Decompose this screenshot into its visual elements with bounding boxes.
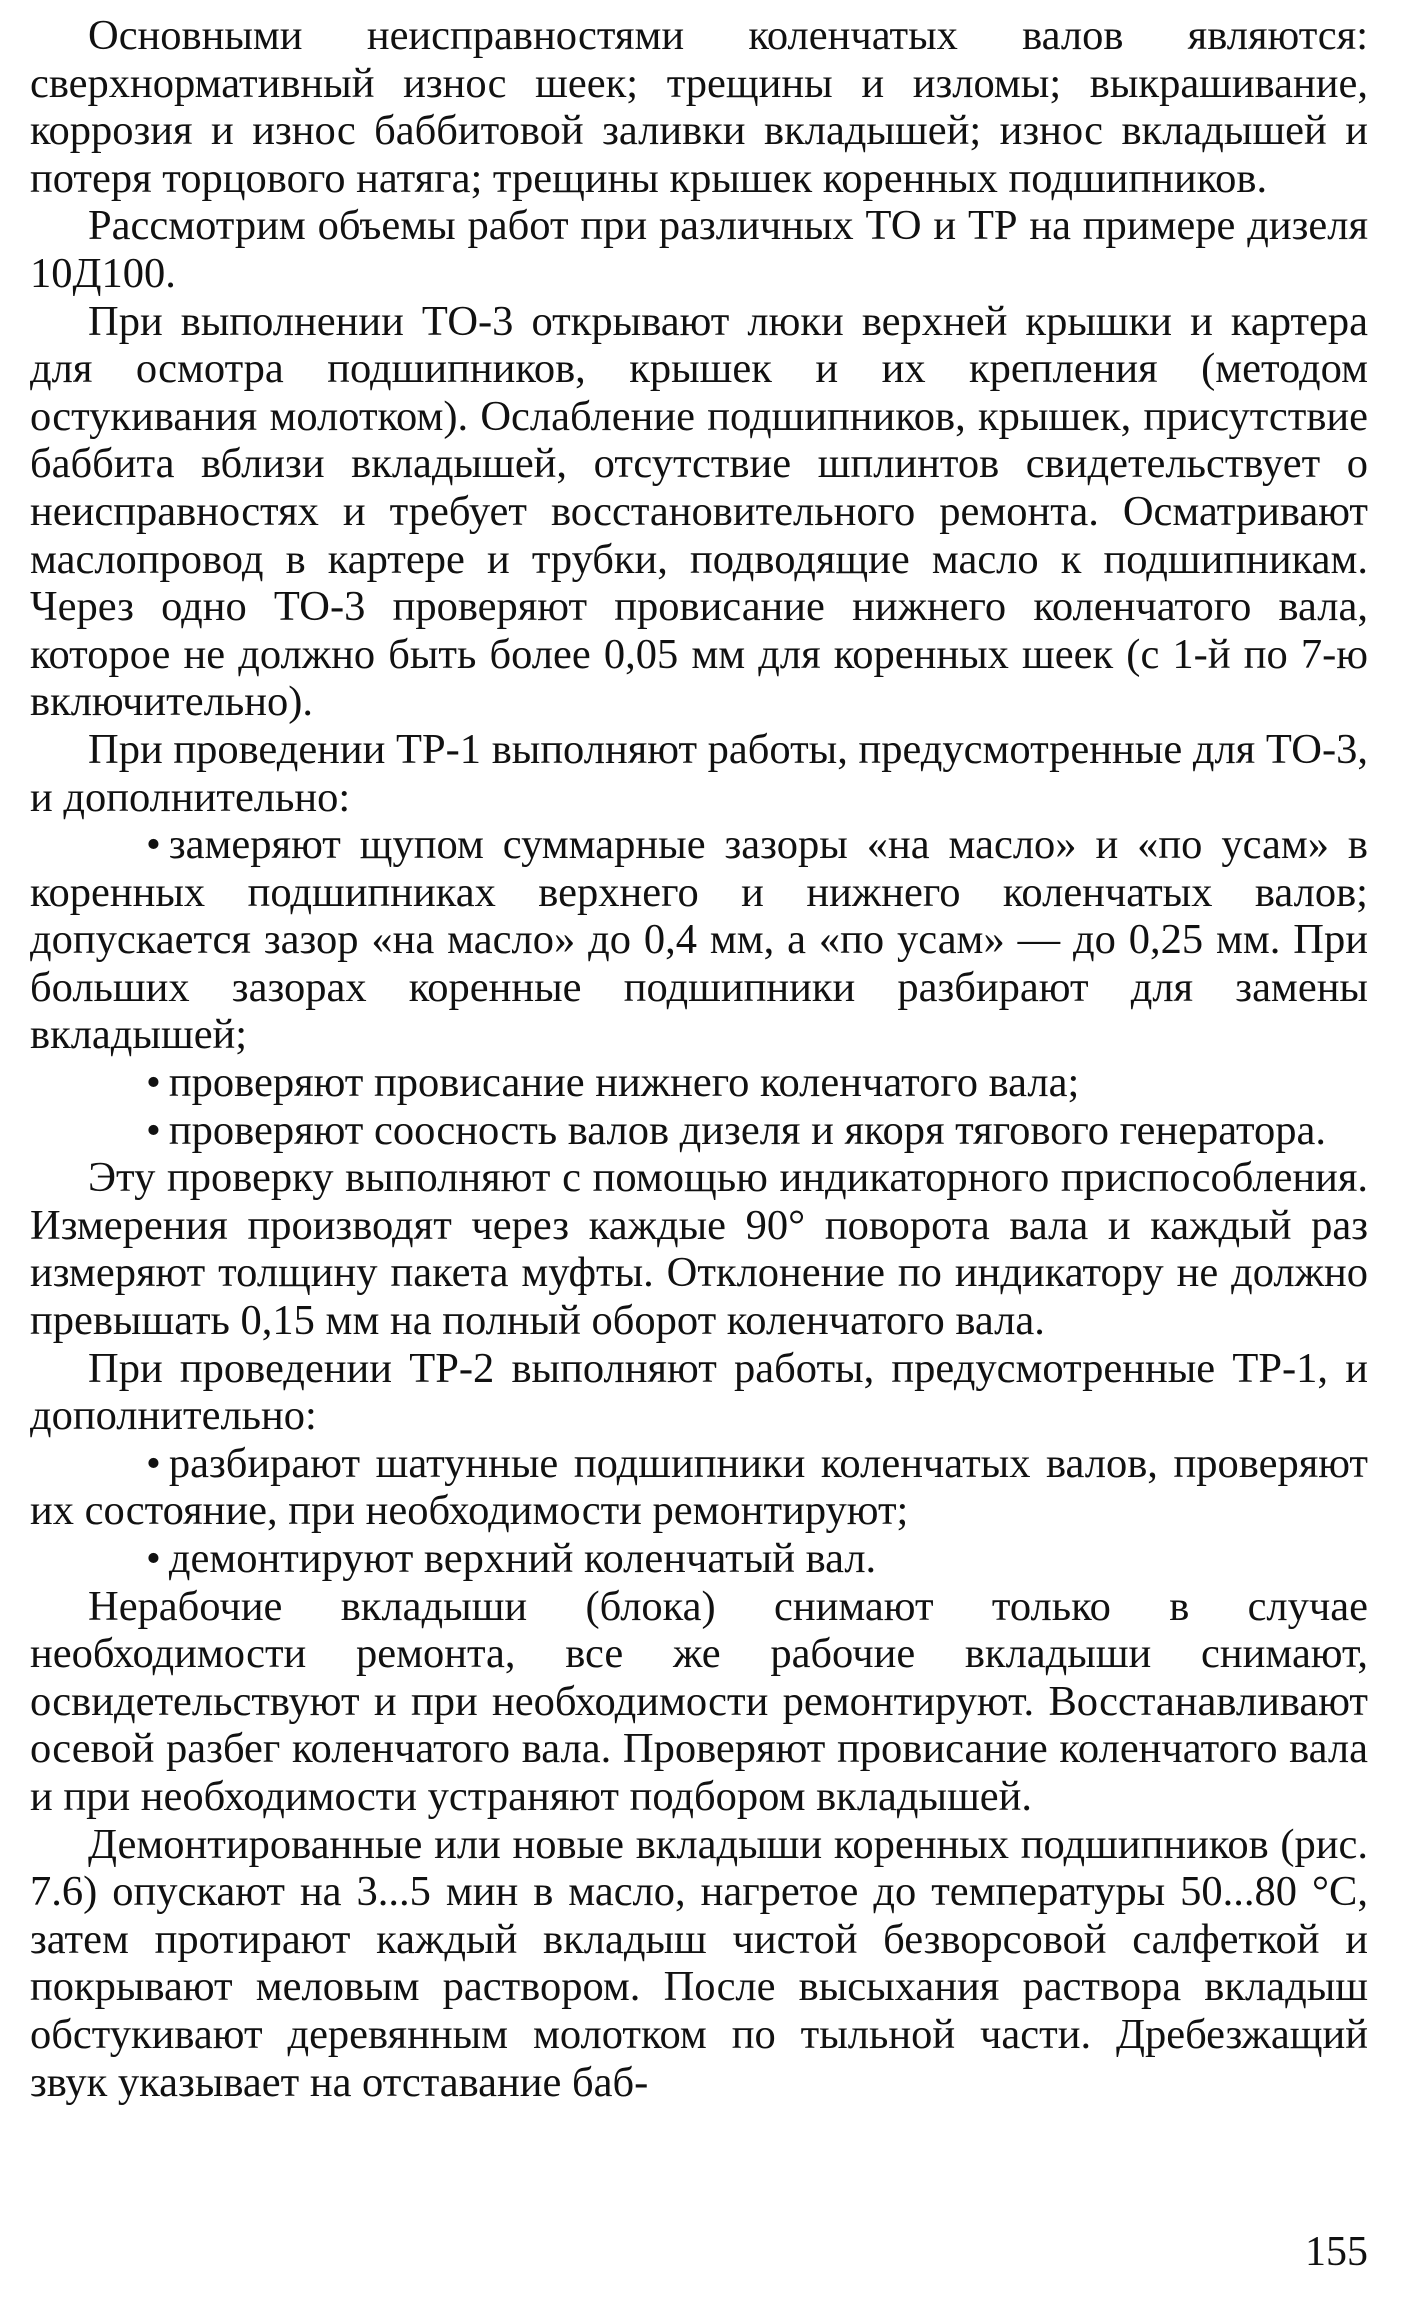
page-number: 155 xyxy=(1305,2229,1368,2275)
paragraph: Эту проверку выполняют с помощью индикаторного приспособления. Измерения производят через каждые 90° поворота вала и каждый раз измеряют толщину пакета муфты. Отклонение по индикатору не должно превышать 0,15 мм на полный оборот коленчатого вала. xyxy=(30,1154,1368,1345)
page-body xyxy=(30,12,1368,2106)
bullet-text: демонтируют верхний коленчатый вал. xyxy=(168,1535,877,1582)
bullet-text: проверяют соосность валов дизеля и якоря тягового генератора. xyxy=(168,1106,1326,1154)
bullet-icon: • xyxy=(146,1059,161,1107)
paragraph: Рассмотрим объемы работ при различных ТО и ТР на примере дизеля 10Д100. xyxy=(30,202,1368,297)
bullet-text: замеряют щупом суммарные зазоры «на масло» и «по усам» в коренных подшипниках верхнего и нижнего коленчатых валов; допускается зазор «на масло» до 0,4 мм, а «по усам» — до 0,25 мм. При больших зазорах коренные подшипники разбирают для замены вкладышей; xyxy=(30,821,1368,1059)
bullet-item xyxy=(30,1535,1368,1583)
bullet-item xyxy=(30,1059,1368,1107)
paragraph: При проведении ТР-2 выполняют работы, предусмотренные ТР-1, и дополнительно: xyxy=(30,1344,1368,1440)
bullet-icon: • xyxy=(146,1535,161,1582)
bullet-icon: • xyxy=(146,1106,161,1154)
bullet-text: проверяют провисание нижнего коленчатого вала; xyxy=(168,1059,1080,1107)
paragraph: При выполнении ТО-3 открывают люки верхней крышки и картера для осмотра подшипников, крышек и их крепления (методом остукивания молотком). Ослабление подшипников, крышек, присутствие баббита вблизи вкладышей, отсутствие шплинтов свидетельствует о неисправностях и требует восстановительного ремонта. Осматривают маслопровод в картере и трубки, подводящие масло к подшипникам. Через одно ТО-3 проверяют провисание нижнего коленчатого вала, которое не должно быть более 0,05 мм для коренных шеек (с 1-й по 7-ю включительно). xyxy=(30,297,1368,726)
paragraph: При проведении ТР-1 выполняют работы, предусмотренные для ТО-3, и дополнительно: xyxy=(30,725,1368,821)
bullet-item xyxy=(30,821,1368,1059)
bullet-text: разбирают шатунные подшипники коленчатых валов, проверяют их состояние, при необходимости ремонтируют; xyxy=(30,1439,1368,1535)
paragraph: Нерабочие вкладыши (блока) снимают только в случае необходимости ремонта, все же рабочие вкладыши снимают, освидетельствуют и при необходимости ремонтируют. Восстанавливают осевой разбег коленчатого вала. Проверяют провисание коленчатого вала и при необходимости устраняют подбором вкладышей. xyxy=(30,1582,1368,1820)
paragraph: Основными неисправностями коленчатых валов являются: сверхнормативный износ шеек; трещины и изломы; выкрашивание, коррозия и износ баббитовой заливки вкладышей; износ вкладышей и потеря торцового натяга; трещины крышек коренных подшипников. xyxy=(30,12,1368,202)
paragraph: Демонтированные или новые вкладыши коренных подшипников (рис. 7.6) опускают на 3...5 мин в масло, нагретое до температуры 50...80 °С, затем протирают каждый вкладыш чистой безворсовой салфеткой и покрывают меловым раствором. После высыхания раствора вкладыш обстукивают деревянным молотком по тыльной части. Дребезжащий звук указывает на отставание баб- xyxy=(30,1820,1368,2106)
bullet-icon: • xyxy=(146,821,161,869)
bullet-icon: • xyxy=(146,1439,161,1487)
bullet-item xyxy=(30,1440,1368,1535)
bullet-item xyxy=(30,1107,1368,1155)
